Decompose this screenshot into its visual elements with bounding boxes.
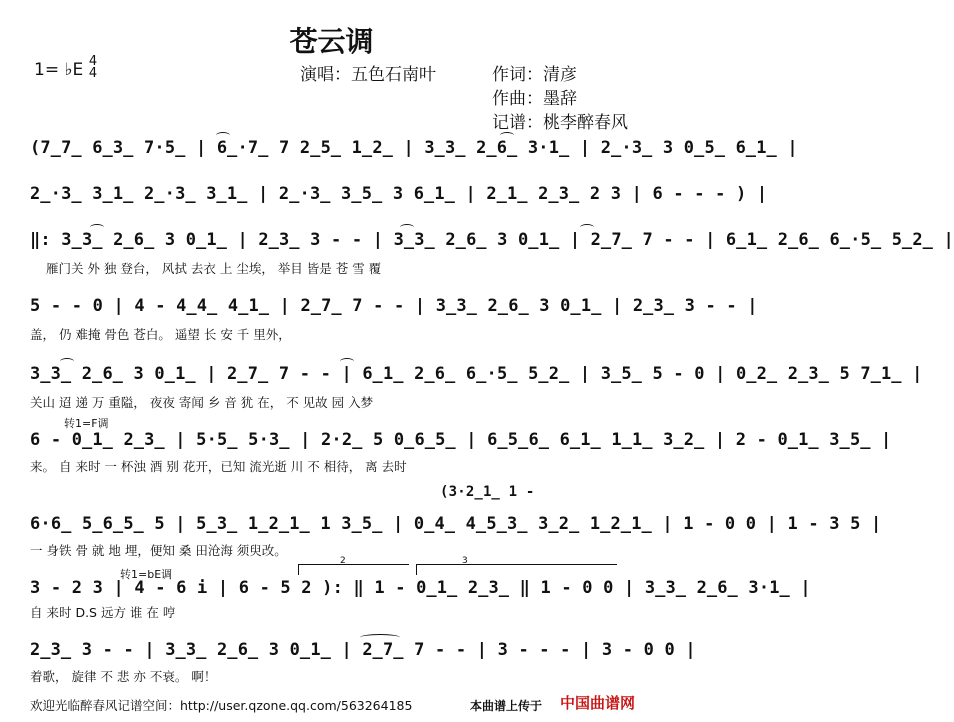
volta-bracket — [416, 564, 617, 575]
volta-bracket — [298, 564, 409, 575]
volta-number: 3 — [462, 556, 468, 566]
lyrics-row: 着歌， 旋律 不 悲 亦 不衰。 啊！ — [30, 669, 217, 684]
slur-mark — [580, 224, 594, 231]
time-signature-top: 4 — [88, 54, 98, 69]
modulation-annotation: 转1=F调 — [64, 417, 109, 430]
modulation-annotation: 转1=bE调 — [120, 568, 173, 581]
key-signature: 1= ♭E — [34, 60, 84, 80]
slur-mark — [60, 358, 74, 365]
slur-mark — [90, 224, 104, 231]
music-row: 2̲3̲ 3 - - | 3̲3̲ 2̲6̲ 3 0̲1̲ | 2̲7̲ 7 - - | 3 - - - | 3 - 0 0 | — [30, 640, 696, 660]
bracket-phrase: (3·2̲1̲ 1 - — [440, 484, 535, 500]
volta-number: 2 — [340, 556, 346, 566]
lyrics-row: 一 身铁 骨 就 地 埋，便知 桑 田沧海 须臾改。 — [30, 543, 287, 558]
music-row: 3 - 2 3 | 4 - 6 i | 6 - 5 2 ): ‖ 1 - 0̲1̲ 2̲3̲ ‖ 1 - 0 0 | 3̲3̲ 2̲6̲ 3·1̲ | — [30, 578, 811, 598]
slur-mark — [360, 634, 400, 641]
lyrics-row: 盖， 仍 难掩 骨色 苍白。 遥望 长 安 千 里外， — [30, 327, 291, 342]
lyricist-credit: 作词：清彦 — [492, 65, 577, 85]
slur-mark — [216, 132, 230, 139]
time-signature-bottom: 4 — [88, 66, 98, 81]
music-row: 5 - - 0 | 4 - 4̲4̲ 4̲1̲ | 2̲7̲ 7 - - | 3̲3̲ 2̲6̲ 3 0̲1̲ | 2̲3̲ 3 - - | — [30, 296, 758, 316]
transcriber-credit: 记谱：桃李醉春风 — [492, 113, 628, 133]
music-row: (7̲7̲ 6̲3̲ 7·5̲ | 6̲·7̲ 7 2̲5̲ 1̲2̲ | 3̲3̲ 2̲6̲ 3·1̲ | 2̲·3̲ 3 0̲5̲ 6̲1̲ | — [30, 138, 798, 158]
music-row: ‖: 3̲3̲ 2̲6̲ 3 0̲1̲ | 2̲3̲ 3 - - | 3̲3̲ 2̲6̲ 3 0̲1̲ | 2̲7̲ 7 - - | 6̲1̲ 2̲6̲ 6̲·5̲ 5̲2̲ | — [30, 230, 954, 250]
lyrics-row: 来。 自 来时 一 杯浊 酒 别 花开，已知 流光逝 川 不 相待， 离 去时 — [30, 459, 407, 474]
lyrics-row: 雁门关 外 独 登台， 风拭 去衣 上 尘埃， 举目 皆是 苍 雪 覆 — [46, 261, 382, 276]
music-row: 6·6̲ 5̲6̲5̲ 5 | 5̲3̲ 1̲2̲1̲ 1 3̲5̲ | 0̲4̲ 4̲5̲3̲ 3̲2̲ 1̲2̲1̲ | 1 - 0 0 | 1 - 3 5 | — [30, 514, 882, 534]
lyrics-row: 关山 迢 递 万 重隘， 夜夜 寄闻 乡 音 犹 在， 不 见故 园 入梦 — [30, 395, 374, 410]
page-title: 苍云调 — [289, 25, 374, 58]
music-row: 6 - 0̲1̲ 2̲3̲ | 5·5̲ 5·3̲ | 2·2̲ 5 0̲6̲5̲ | 6̲5̲6̲ 6̲1̲ 1̲1̲ 3̲2̲ | 2 - 0̲1̲ 3̲5̲ | — [30, 430, 892, 450]
time-signature — [86, 56, 100, 80]
slur-mark — [400, 224, 414, 231]
slur-mark — [340, 358, 354, 365]
site-logo: 中国曲谱网 — [560, 694, 636, 712]
music-row: 3̲3̲ 2̲6̲ 3 0̲1̲ | 2̲7̲ 7 - - | 6̲1̲ 2̲6̲ 6̲·5̲ 5̲2̲ | 3̲5̲ 5 - 0 | 0̲2̲ 2̲3̲ 5 7̲1̲ | — [30, 364, 923, 384]
footer-upload-text: 本曲谱上传于 — [470, 699, 543, 713]
lyrics-row: 自 来时 D.S 远方 谁 在 哼 — [30, 605, 176, 620]
composer-credit: 作曲：墨辞 — [492, 89, 577, 109]
music-row: 2̲·3̲ 3̲1̲ 2̲·3̲ 3̲1̲ | 2̲·3̲ 3̲5̲ 3 6̲1̲ | 2̲1̲ 2̲3̲ 2 3 | 6 - - - ) | — [30, 184, 768, 204]
singer-credit: 演唱：五色石南叶 — [300, 65, 436, 85]
slur-mark — [500, 132, 514, 139]
footer-text: 欢迎光临醉春风记谱空间：http://user.qzone.qq.com/563264185 — [30, 698, 413, 713]
